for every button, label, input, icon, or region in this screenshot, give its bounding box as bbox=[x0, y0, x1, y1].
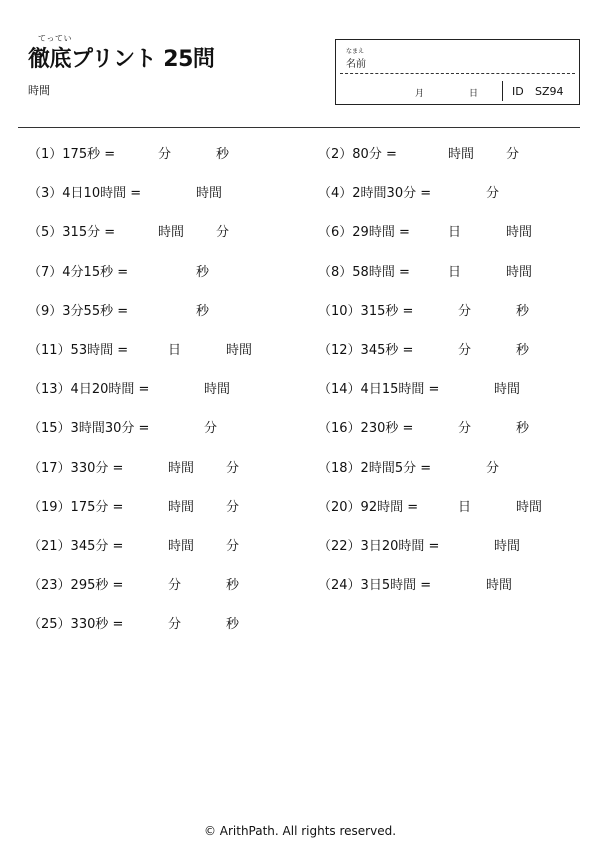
problem-label: （17）330分 = bbox=[28, 460, 124, 476]
unit-label: 時間 bbox=[168, 539, 195, 554]
divider bbox=[502, 81, 503, 101]
unit-label: 秒 bbox=[226, 617, 240, 633]
problem-label: （23）295秒 = bbox=[28, 578, 124, 594]
unit-label: 時間 bbox=[506, 225, 533, 241]
problem-19 bbox=[28, 496, 288, 514]
footer-copyright: © ArithPath. All rights reserved. bbox=[203, 824, 397, 838]
unit-label: 秒 bbox=[216, 147, 230, 162]
unit-label: 時間 bbox=[158, 225, 185, 241]
problem-label: （6）29時間 = bbox=[318, 225, 410, 241]
problem-label: （1）175秒 = bbox=[28, 147, 116, 162]
problem-label: （15）3時間30分 = bbox=[28, 421, 150, 437]
unit-label: 秒 bbox=[196, 303, 210, 319]
problem-22 bbox=[318, 535, 578, 553]
unit-label: 分 bbox=[204, 421, 218, 437]
unit-label: 時間 bbox=[516, 499, 543, 515]
unit-label: 分 bbox=[158, 147, 172, 162]
unit-label: 時間 bbox=[494, 539, 521, 554]
day-label: 日 bbox=[469, 89, 479, 99]
name-line[interactable] bbox=[340, 73, 575, 74]
unit-label: 分 bbox=[168, 578, 182, 594]
id-value: SZ94 bbox=[535, 85, 564, 98]
unit-label: 時間 bbox=[168, 499, 195, 515]
unit-label: 秒 bbox=[516, 421, 530, 437]
problem-label: （2）80分 = bbox=[318, 147, 397, 162]
month-label: 月 bbox=[415, 89, 425, 99]
problem-label: （5）315分 = bbox=[28, 225, 116, 241]
problem-11 bbox=[28, 339, 288, 357]
problem-13 bbox=[28, 378, 288, 396]
header-rule bbox=[18, 127, 580, 128]
problem-6 bbox=[318, 221, 578, 239]
unit-label: 時間 bbox=[506, 264, 533, 280]
unit-label: 分 bbox=[216, 225, 230, 241]
problem-12 bbox=[318, 339, 578, 357]
problem-14 bbox=[318, 378, 578, 396]
unit-label: 分 bbox=[458, 421, 472, 437]
problem-label: （9）3分55秒 = bbox=[28, 303, 129, 319]
problem-label: （20）92時間 = bbox=[318, 499, 419, 515]
unit-label: 秒 bbox=[196, 264, 210, 280]
problem-23 bbox=[28, 574, 288, 592]
problem-18 bbox=[318, 457, 578, 475]
problem-21 bbox=[28, 535, 288, 553]
unit-label: 時間 bbox=[494, 382, 521, 398]
unit-label: 時間 bbox=[226, 343, 253, 358]
problem-3 bbox=[28, 182, 288, 200]
problem-label: （8）58時間 = bbox=[318, 264, 410, 280]
problem-20 bbox=[318, 496, 578, 514]
problem-4 bbox=[318, 182, 578, 200]
unit-label: 時間 bbox=[486, 578, 513, 594]
unit-label: 分 bbox=[486, 460, 500, 476]
name-ruby: なまえ bbox=[346, 48, 365, 55]
problem-label: （25）330秒 = bbox=[28, 617, 124, 633]
unit-label: 秒 bbox=[226, 578, 240, 594]
unit-label: 日 bbox=[168, 343, 182, 358]
name-label: 名前 bbox=[346, 59, 366, 70]
problem-25 bbox=[28, 613, 288, 631]
problem-8 bbox=[318, 261, 578, 279]
unit-label: 分 bbox=[226, 499, 240, 515]
page-subtitle: 時間 bbox=[28, 84, 50, 97]
unit-label: 分 bbox=[226, 539, 240, 554]
unit-label: 分 bbox=[226, 460, 240, 476]
problem-label: （22）3日20時間 = bbox=[318, 539, 440, 554]
unit-label: 分 bbox=[168, 617, 182, 633]
problem-15 bbox=[28, 417, 288, 435]
problem-7 bbox=[28, 261, 288, 279]
unit-label: 時間 bbox=[204, 382, 231, 398]
problem-label: （18）2時間5分 = bbox=[318, 460, 432, 476]
problem-label: （14）4日15時間 = bbox=[318, 382, 440, 398]
unit-label: 時間 bbox=[448, 147, 475, 162]
title-ruby: てってい bbox=[38, 34, 72, 43]
problem-9 bbox=[28, 300, 288, 318]
problem-5 bbox=[28, 221, 288, 239]
problem-label: （13）4日20時間 = bbox=[28, 382, 150, 398]
problem-label: （11）53時間 = bbox=[28, 343, 129, 358]
unit-label: 日 bbox=[448, 264, 462, 280]
unit-label: 時間 bbox=[196, 186, 223, 202]
problem-label: （12）345秒 = bbox=[318, 343, 414, 358]
problem-10 bbox=[318, 300, 578, 318]
problem-label: （7）4分15秒 = bbox=[28, 264, 129, 280]
unit-label: 秒 bbox=[516, 343, 530, 358]
problem-label: （4）2時間30分 = bbox=[318, 186, 432, 202]
unit-label: 時間 bbox=[168, 460, 195, 476]
page-title: 徹底プリント 25問 bbox=[28, 47, 215, 72]
problem-17 bbox=[28, 457, 288, 475]
problem-label: （3）4日10時間 = bbox=[28, 186, 142, 202]
problem-label: （24）3日5時間 = bbox=[318, 578, 432, 594]
problem-label: （16）230秒 = bbox=[318, 421, 414, 437]
unit-label: 秒 bbox=[516, 303, 530, 319]
problem-label: （21）345分 = bbox=[28, 539, 124, 554]
unit-label: 日 bbox=[448, 225, 462, 241]
unit-label: 分 bbox=[458, 303, 472, 319]
problem-24 bbox=[318, 574, 578, 592]
name-box bbox=[335, 39, 580, 105]
unit-label: 日 bbox=[458, 499, 472, 515]
problem-16 bbox=[318, 417, 578, 435]
id-label: ID bbox=[512, 85, 524, 98]
problem-label: （19）175分 = bbox=[28, 499, 124, 515]
problem-2 bbox=[318, 143, 578, 161]
unit-label: 分 bbox=[486, 186, 500, 202]
unit-label: 分 bbox=[506, 147, 520, 162]
unit-label: 分 bbox=[458, 343, 472, 358]
problem-1 bbox=[28, 143, 288, 161]
problem-label: （10）315秒 = bbox=[318, 303, 414, 319]
